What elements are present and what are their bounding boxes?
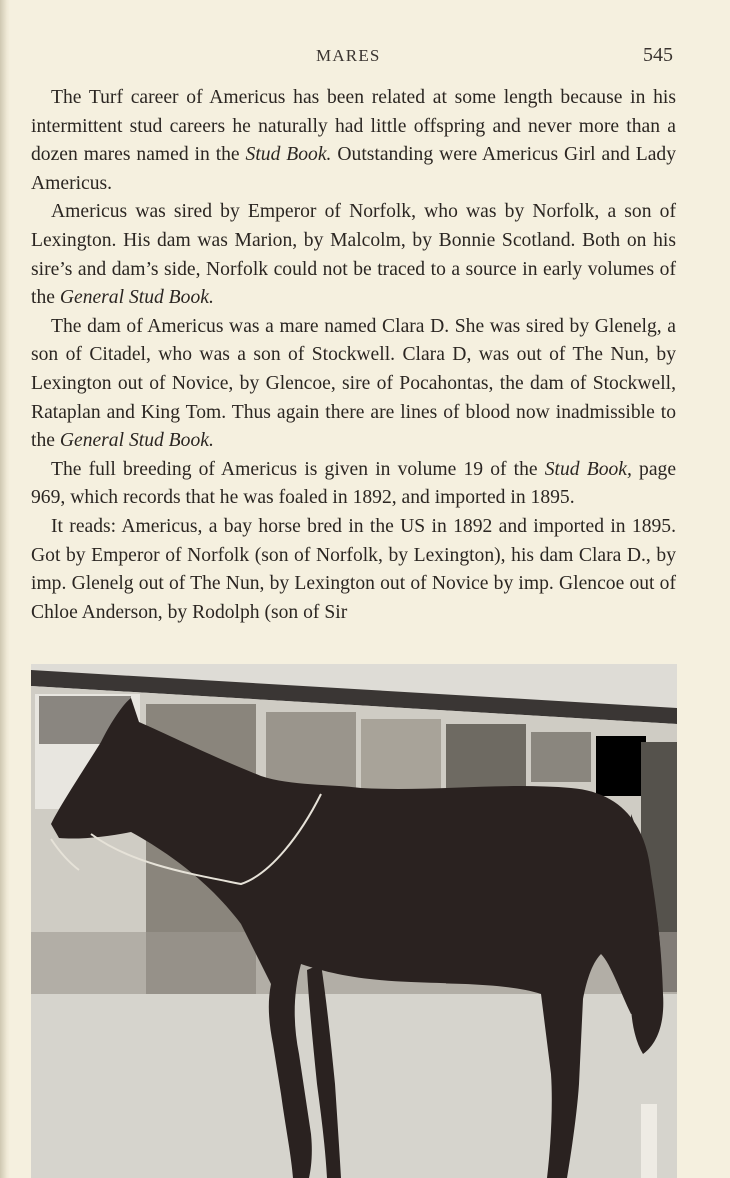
paragraph (31, 198, 676, 312)
text-run: page 969, which records that he was foaled in 1892, and imported in 1895. (31, 458, 677, 509)
stable-window (266, 712, 356, 792)
stable-window (596, 736, 646, 796)
italic-title: General Stud Book. (59, 430, 214, 452)
paragraph (31, 84, 676, 198)
white-sock (641, 1104, 657, 1178)
stable-window (361, 719, 441, 789)
paragraph (31, 513, 676, 627)
text-run: The Turf career of Americus has been related at some length because in his intermittent stud careers he naturally had little offspring and never more than a dozen mares named in the (31, 87, 676, 166)
text-run: The full breeding of Americus is given in volume 19 of the (51, 458, 545, 480)
page-number: 545 (643, 44, 673, 66)
stable-window (531, 732, 591, 782)
italic-title: Stud Book, (544, 458, 632, 480)
text-run: Outstanding were Americus Girl and Lady Americus. (31, 144, 676, 194)
text-run: It reads: Americus, a bay horse bred in the US in 1892 and imported in 1895. Got by Emperor of Norfolk (son of Norfolk, by Lexington), his dam Clara D., by imp. Glenelg out of The Nun, by Lexington out of Novice by imp. Glencoe out of Chloe Anderson, by Rodolph (son of Sir (31, 515, 676, 623)
paragraph (31, 313, 676, 456)
text-run: Americus was sired by Emperor of Norfolk, who was by Norfolk, a son of Lexington. His dam was Marion, by Malcolm, by Bonnie Scotland. Both on his sire’s and dam’s side, Norfolk could not be traced to a source in early volumes of the (31, 201, 676, 309)
text-run: The dam of Americus was a mare named Clara D. She was sired by Glenelg, a son of Citadel, who was a son of Stockwell. Clara D, was out of The Nun, by Lexington out of Novice, by Glencoe, sire of Pocahontas, the dam of Stockwell, Rataplan and King Tom. Thus again there are lines of blood now inadmissible to the (31, 315, 676, 452)
body-text (31, 84, 676, 627)
horse-photograph-drawing (31, 664, 677, 1178)
page-spine-shadow (0, 0, 10, 1178)
running-head: MARES (316, 46, 381, 65)
paragraph (31, 456, 676, 513)
horse-photograph (31, 664, 677, 1178)
italic-title: Stud Book. (245, 144, 332, 166)
italic-title: General Stud Book. (59, 287, 214, 309)
